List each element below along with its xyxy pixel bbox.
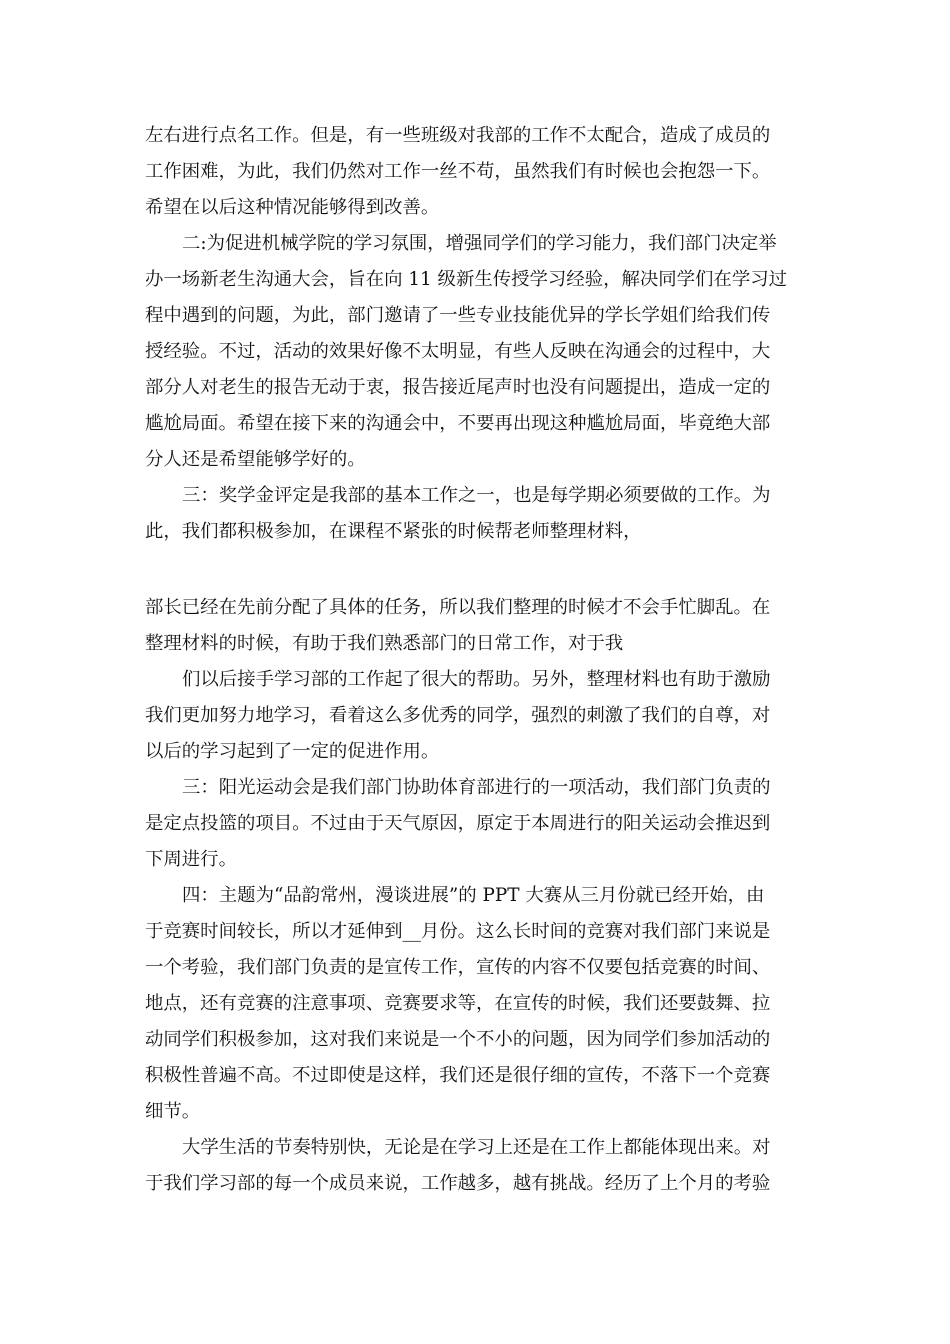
text-line: 于我们学习部的每一个成员来说，工作越多，越有挑战。经历了上个月的考验: [145, 1173, 771, 1194]
text-line: 希望在以后这种情况能够得到改善。: [145, 197, 440, 218]
text-line: 们以后接手学习部的工作起了很大的帮助。另外，整理材料也有助于激励: [182, 669, 771, 690]
text-line: 部长已经在先前分配了具体的任务，所以我们整理的时候才不会手忙脚乱。在: [145, 597, 771, 618]
text-line: 地点，还有竞赛的注意事项、竞赛要求等，在宣传的时候，我们还要鼓舞、拉: [145, 993, 771, 1014]
text-line: 以后的学习起到了一定的促进作用。: [145, 741, 440, 762]
text-line: 三：阳光运动会是我们部门协助体育部进行的一项活动，我们部门负责的: [182, 777, 771, 798]
text-line: 四：主题为“品韵常州，漫谈进展”的 PPT 大赛从三月份就已经开始，由: [182, 885, 765, 906]
text-line: 左右进行点名工作。但是，有一些班级对我部的工作不太配合，造成了成员的: [145, 125, 771, 146]
text-line: 此，我们都积极参加，在课程不紧张的时候帮老师整理材料，: [145, 521, 642, 542]
text-line: 程中遇到的问题，为此，部门邀请了一些专业技能优异的学长学姐们给我们传: [145, 305, 771, 326]
text-line: 于竞赛时间较长，所以才延伸到__月份。这么长时间的竞赛对我们部门来说是: [145, 921, 771, 942]
text-line: 二:为促进机械学院的学习氛围，增强同学们的学习能力，我们部门决定举: [182, 233, 777, 254]
text-line: 整理材料的时候，有助于我们熟悉部门的日常工作，对于我: [145, 633, 624, 654]
text-line: 三：奖学金评定是我部的基本工作之一，也是每学期必须要做的工作。为: [182, 485, 771, 506]
text-line: 尴尬局面。希望在接下来的沟通会中，不要再出现这种尴尬局面，毕竟绝大部: [145, 413, 771, 434]
text-line: 我们更加努力地学习，看着这么多优秀的同学，强烈的刺激了我们的自尊，对: [145, 705, 771, 726]
text-line: 动同学们积极参加，这对我们来说是一个不小的问题，因为同学们参加活动的: [145, 1029, 771, 1050]
text-line: 授经验。不过，活动的效果好像不太明显，有些人反映在沟通会的过程中，大: [145, 341, 771, 362]
text-line: 分人还是希望能够学好的。: [145, 449, 366, 470]
text-line: 大学生活的节奏特别快，无论是在学习上还是在工作上都能体现出来。对: [182, 1137, 771, 1158]
text-line: 办一场新老生沟通大会，旨在向 11 级新生传授学习经验，解决同学们在学习过: [145, 269, 787, 290]
text-line: 是定点投篮的项目。不过由于天气原因，原定于本周进行的阳关运动会推迟到: [145, 813, 771, 834]
text-line: 下周进行。: [145, 849, 237, 870]
text-line: 一个考验，我们部门负责的是宣传工作，宣传的内容不仅要包括竞赛的时间、: [145, 957, 771, 978]
text-line: 工作困难，为此，我们仍然对工作一丝不苟，虽然我们有时候也会抱怨一下。: [145, 161, 771, 182]
text-line: 细节。: [145, 1101, 201, 1122]
text-line: 部分人对老生的报告无动于衷，报告接近尾声时也没有问题提出，造成一定的: [145, 377, 771, 398]
text-line: 积极性普遍不高。不过即使是这样，我们还是很仔细的宣传，不落下一个竞赛: [145, 1065, 771, 1086]
